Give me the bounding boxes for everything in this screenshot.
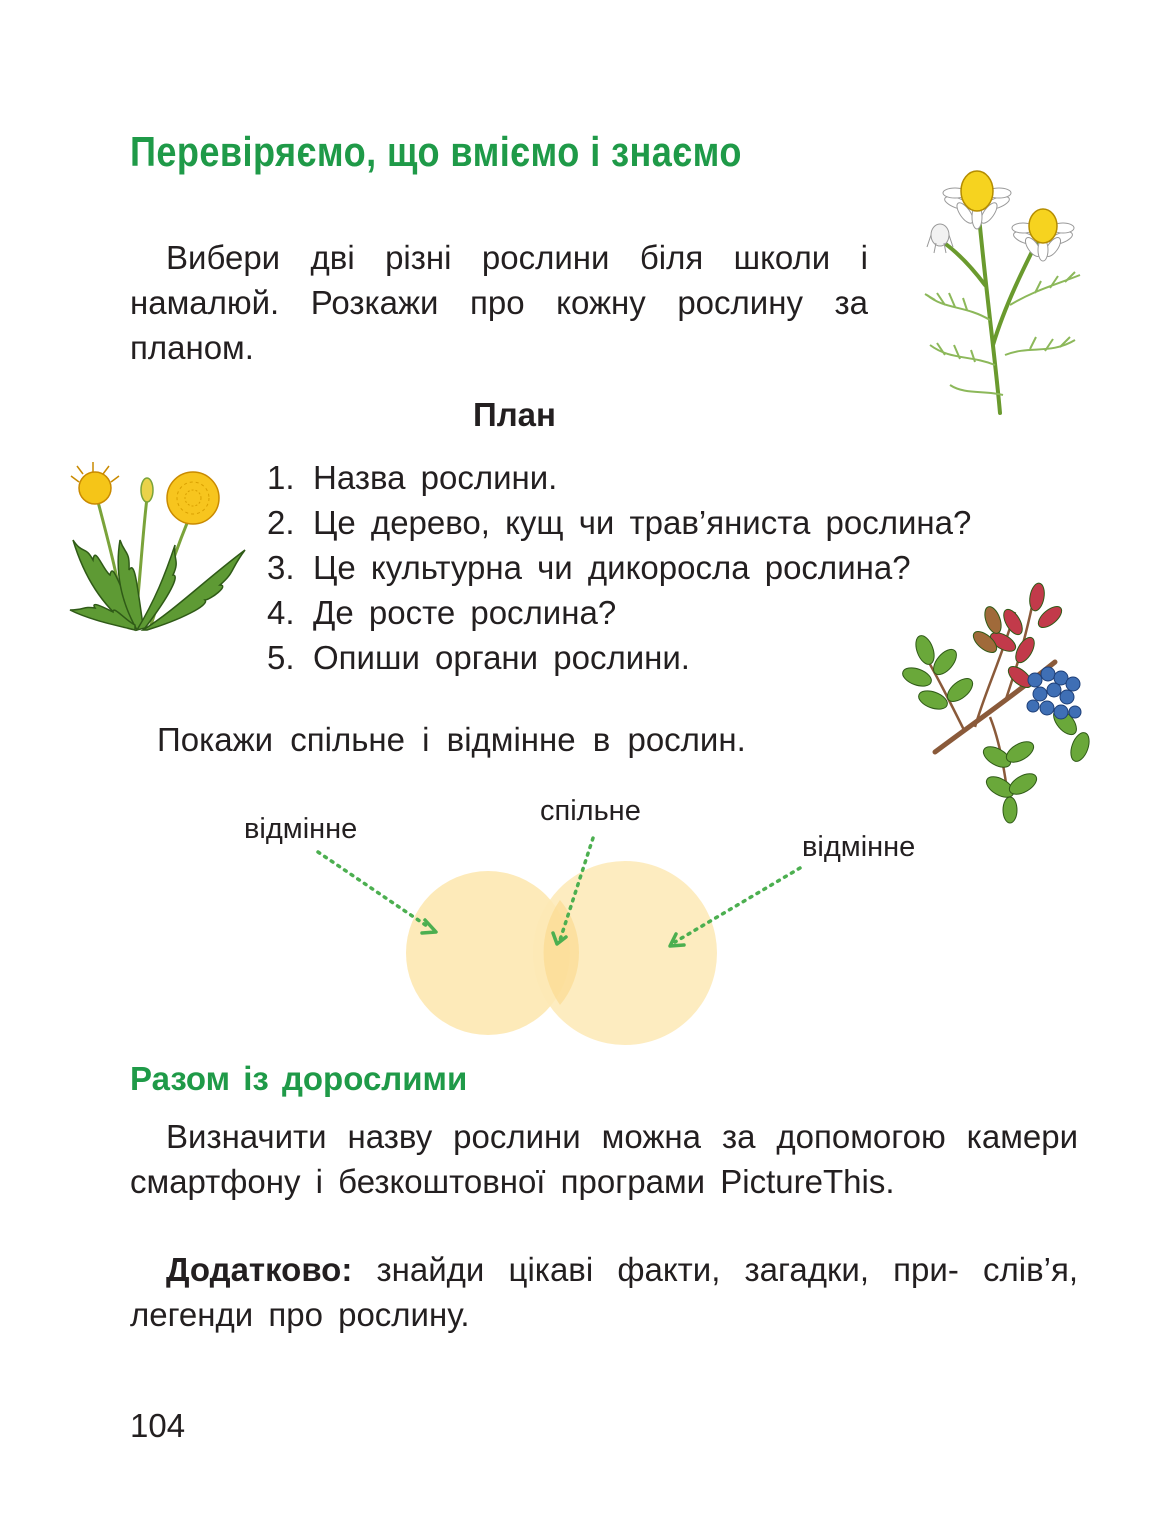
- compare-instruction: Покажи спільне і відмінне в рослин.: [157, 721, 746, 758]
- intro-line-1: Вибери дві різні рослини біля школи: [166, 239, 831, 276]
- plan-item-text: Це дерево, кущ чи трав’яниста рослина?: [313, 504, 972, 541]
- extra-paragraph: [130, 1247, 1078, 1337]
- extra-line-2: слів’я, легенди про рослину.: [130, 1251, 1079, 1333]
- page-title: Перевіряємо, що вміємо і знаємо: [130, 128, 742, 175]
- left-arrow-line: [318, 852, 430, 928]
- plan-item-text: Де росте рослина?: [313, 594, 617, 631]
- together-paragraph: [130, 1114, 1078, 1204]
- venn-right-label: відмінне: [802, 831, 916, 863]
- venn-left-label: відмінне: [244, 813, 358, 845]
- plan-item-text: Назва рослини.: [313, 459, 558, 496]
- page-number: 104: [130, 1407, 186, 1444]
- extra-line-1: знайди цікаві факти, загадки, при-: [376, 1251, 959, 1288]
- intro-line-2: і намалюй. Розкажи про кожну рослину: [130, 239, 868, 321]
- together-heading: Разом із дорослими: [130, 1060, 468, 1097]
- together-line-2: камери смартфону і безкоштовної програми: [130, 1118, 1079, 1200]
- extra-label: Додатково:: [166, 1251, 353, 1288]
- together-line-1: Визначити назву рослини можна за допомогою: [166, 1118, 946, 1155]
- plan-item-number: 2.: [267, 504, 295, 541]
- plan-item-text: Це культурна чи дикоросла рослина?: [313, 549, 911, 586]
- venn-center-label: спільне: [540, 795, 641, 827]
- plan-item-text: Опиши органи рослини.: [313, 639, 690, 676]
- plan-item-number: 3.: [267, 549, 295, 586]
- plan-item-number: 4.: [267, 594, 295, 631]
- together-line-3: PictureThis.: [720, 1163, 895, 1200]
- intro-line-3: за планом.: [130, 284, 868, 366]
- plan-item-number: 1.: [267, 459, 295, 496]
- plan-item-number: 5.: [267, 639, 295, 676]
- plan-heading: План: [473, 396, 556, 433]
